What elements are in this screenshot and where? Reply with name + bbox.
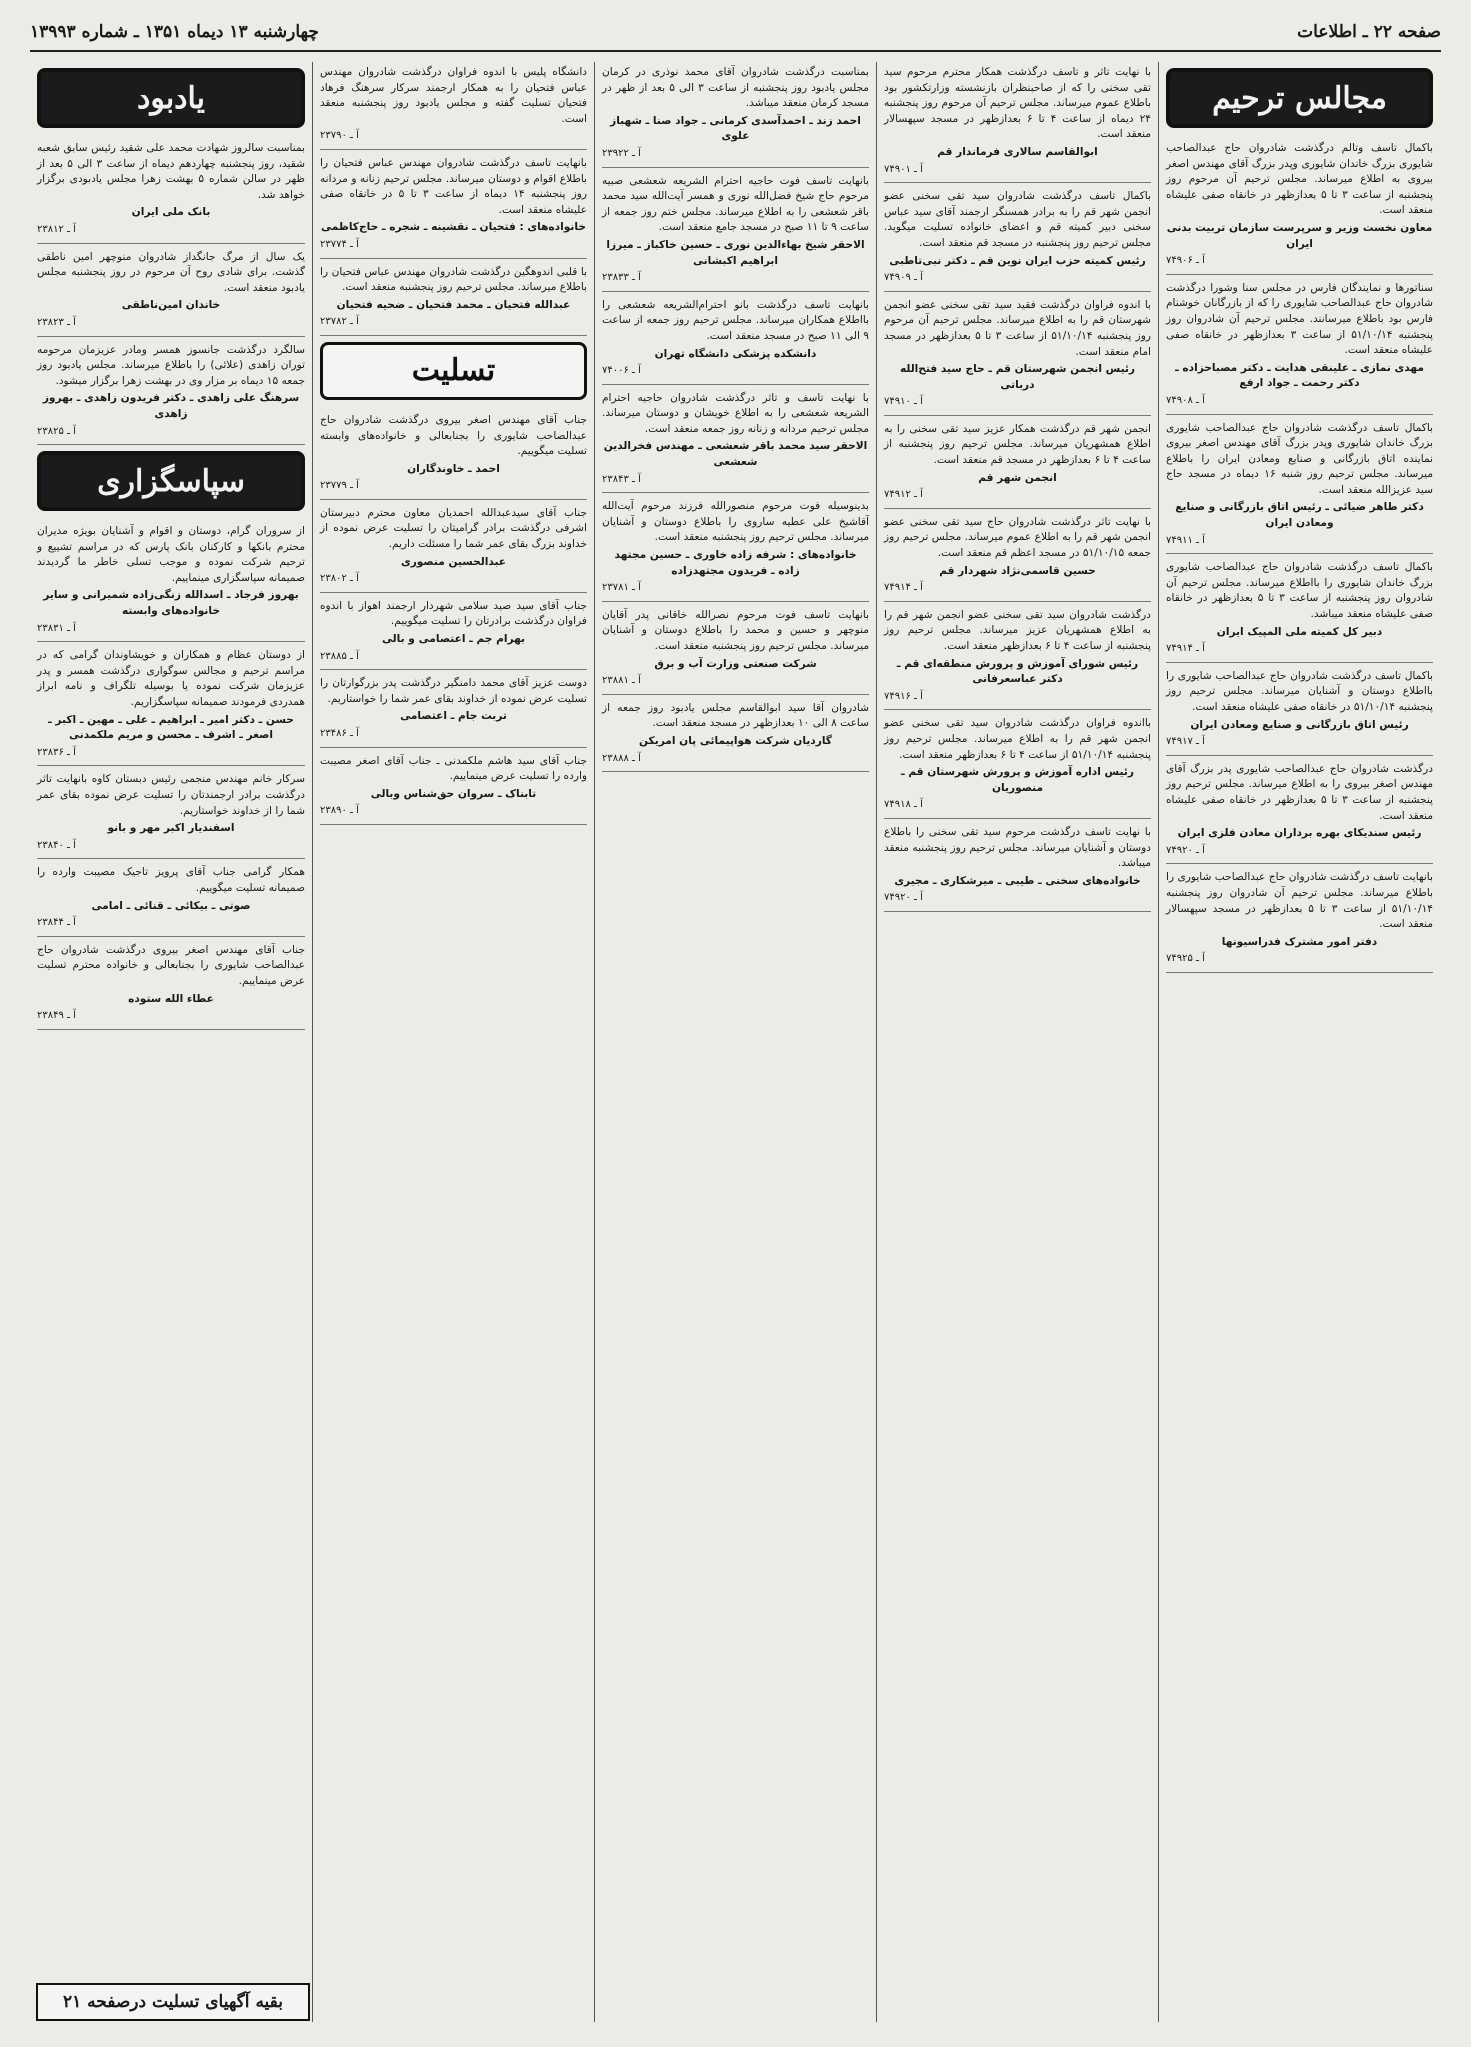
page-number-title: صفحه ۲۲ ـ اطلاعات — [1297, 22, 1441, 42]
notice-code: آ ـ ۲۳۸۱۲ — [37, 223, 76, 235]
notice-code: آ ـ ۲۳۸۳۶ — [37, 746, 76, 758]
masthead — [30, 14, 1441, 52]
notice-code: آ ـ ۲۳۸۲۳ — [37, 316, 76, 328]
notice-item — [602, 62, 869, 168]
notice-text: باکمال تاسف درگذشت شادروان حاج عبدالصاحب شایوری بزرگ خاندان شایوری وپدر بزرگ آقای مهندس اصغر بیروی نماینده اتاق بازرگانی و صنایع ومعادن ایران را باطلاع میرساند. مجلس ترحیم روز شنبه ۱۶ دیماه در مسجد حاج سید عزیزالله منعقد است. — [1166, 421, 1433, 496]
notice-item — [884, 822, 1151, 912]
notice-signature: حسین قاسمی‌نژاد شهردار قم — [939, 564, 1096, 577]
notice-signature: خانواده‌های : فتحیان ـ نقشینه ـ شجره ـ حاج‌کاظمی — [321, 221, 586, 234]
notice-item — [320, 262, 587, 336]
notice-code: آ ـ ۷۴۹۱۸ — [884, 799, 923, 811]
notice-item — [884, 62, 1151, 183]
notice-code: آ ـ ۷۴۰۰۶ — [602, 365, 641, 377]
notice-item — [37, 521, 305, 642]
notice-item — [602, 171, 869, 292]
notice-code: آ ـ ۲۳۴۸۶ — [320, 728, 359, 739]
notice-item — [37, 769, 305, 859]
notice-text: یک سال از مرگ جانگداز شادروان منوچهر امین ناطقی گذشت. برای شادی روح آن مرحوم در روز پنجشنبه مجلس یادبود منعقد است. — [37, 250, 305, 294]
notice-item — [1166, 867, 1433, 973]
notice-item — [602, 698, 869, 772]
notice-text: باکمال تاسف درگذشت شادروان حاج عبدالصاحب شایوری بزرگ خاندان شایوری را بااطلاع میرساند. مجلس ترحیم آن شادروان روز پنجشنبه از ساعت ۳ تا ۵ بعدازظهر در خانقاه صفی علیشاه منعقد میباشد. — [1166, 561, 1434, 621]
notice-text: از سروران گرام، دوستان و اقوام و آشنایان بویژه مدیران محترم بانکها و کارکنان بانک پارس که در مراسم تشییع و ترحیم شرکت نموده و موجب تسلی خاطر ما گردیدند صمیمانه سپاسگزاری مینماییم. — [37, 525, 305, 584]
notice-text: با قلبی اندوهگین درگذشت شادروان مهندس عباس فتحیان را باطلاع میرساند. مجلس ترحیم روز پنجشنبه منعقد است. — [320, 265, 587, 294]
notice-signature: مهدی نمازی ـ علینقی هدایت ـ دکتر مصباحزاده ـ دکتر رحمت ـ جواد ارفع — [1175, 361, 1424, 390]
notice-text: جناب آقای مهندس اصغر بیروی درگذشت شادروان حاج عبدالصاحب شایوری را بجنابعالی و خانواده محترم تسلیت عرض مینماییم. — [37, 943, 305, 987]
column-5 — [30, 62, 312, 2022]
notice-signature: رئیس انجمن شهرستان قم ـ حاج سید فتح‌الله درباتی — [899, 363, 1136, 391]
notice-code: آ ـ ۲۳۷۸۲ — [320, 316, 359, 328]
notice-item — [602, 295, 869, 385]
notice-signature: تربت جام ـ اعتصامی — [400, 710, 507, 723]
notice-text: باکمال تاسف درگذشت شادروان حاج عبدالصاحب شایوری را بااطلاع دوستان و آشنایان میرساند. مجلس ترحیم روز پنجشنبه ۵۱/۱۰/۱۴ در خانقاه صفی علیشاه منعقد است. — [1166, 669, 1433, 713]
notice-signature: احمد زند ـ احمدآسدی کرمانی ـ جواد صنا ـ شهباز علوی — [610, 114, 861, 143]
notice-code: آ ـ ۷۴۹۰۹ — [884, 272, 923, 284]
notice-signature: سرهنگ علی زاهدی ـ دکتر فریدون زاهدی ـ بهروز زاهدی — [42, 392, 300, 420]
notice-code: آ ـ ۲۳۷۹۰ — [320, 130, 359, 142]
notice-item — [320, 503, 587, 593]
notice-code: آ ـ ۷۴۹۲۵ — [1166, 953, 1205, 965]
notice-signature: حسن ـ دکتر امیر ـ ابراهیم ـ علی ـ مهین ـ اکبر ـ اصغر ـ اشرف ـ محسن و مریم ملکمدنی — [48, 713, 294, 742]
notice-signature: بهرام جم ـ اعتصامی و بالی — [381, 633, 526, 646]
notice-signature: دبیر کل کمیته ملی المپیک ایران — [1216, 625, 1383, 638]
notice-code: آ ـ ۲۳۸۴۰ — [37, 839, 76, 851]
notice-text: شادروان آقا سید ابوالقاسم مجلس یادبود روز جمعه از ساعت ۸ الی ۱۰ بعدازظهر در مسجد منعقد است. — [602, 701, 869, 730]
notice-code: آ ـ ۷۴۹۱۴ — [1166, 643, 1205, 655]
notice-code: آ ـ ۲۳۸۴۴ — [37, 917, 76, 929]
notice-code: آ ـ ۲۳۷۷۹ — [320, 480, 359, 492]
notice-item — [37, 138, 305, 244]
notice-code: آ ـ ۲۳۸۸۱ — [602, 675, 641, 687]
notice-item — [1166, 418, 1433, 555]
notice-signature: الاحقر شیخ بهاءالدین نوری ـ حسین خاکباز ـ میرزا ابراهیم اکبشانی — [606, 238, 865, 267]
notice-code: آ ـ ۷۴۹۲۰ — [1166, 844, 1205, 856]
notice-item — [37, 340, 305, 446]
tasliyat-banner: تسلیت — [320, 342, 587, 400]
notice-item — [37, 862, 305, 936]
notice-item — [320, 596, 587, 670]
majales-tarhim-banner: مجالس ترحیم — [1166, 68, 1433, 128]
notice-text: با نهایت تاسف و تاثر درگذشت شادروان حاجیه احترام الشریعه شعشعی را به اطلاع خویشان و دوستان میرساند. مجلس ترحیم مردانه و زنانه روز جمعه منعقد است. — [602, 391, 869, 435]
notice-list-top — [37, 138, 305, 445]
notice-item — [602, 605, 869, 695]
notice-text: درگذشت شادروان حاج عبدالصاحب شایوری پدر بزرگ آقای مهندس اصغر بیروی را به اطلاع میرساند. مجلس ترحیم روز پنجشنبه از ساعت ۳ تا ۵ بعدازظهر در خانقاه صفی علیشاه منعقد است. — [1166, 762, 1434, 822]
column-1 — [1158, 62, 1440, 2022]
notice-text: بانهایت تاسف درگذشت شادروان حاج عبدالصاحب شایوری را باطلاع میرساند. مجلس ترحیم آن شادروان روز پنجشنبه ۵۱/۱۰/۱۴ از ساعت ۳ تا ۵ بعدازظهر در مسجد سپهسالار منعقد است. — [1166, 871, 1433, 931]
notice-signature: دفتر امور مشترک فدراسیونها — [1221, 935, 1378, 948]
notice-item — [1166, 759, 1433, 865]
notice-item — [884, 713, 1151, 819]
notice-code: آ ـ ۲۳۸۴۹ — [37, 1010, 76, 1022]
notice-text: سرکار خانم مهندس منجمی رئیس دبستان کاوه بانهایت تاثر درگذشت برادر ارجمندتان را تسلیت عرض نموده بقای عمر شما را از خداوند خواستاریم. — [37, 773, 305, 817]
notice-text: جناب آقای مهندس اصغر بیروی درگذشت شادروان حاج عبدالصاحب شایوری را بجنابعالی و خانواده‌های وابسته تسلیت میگوییم. — [320, 413, 587, 458]
column-2 — [876, 62, 1158, 2022]
notice-text: سالگرد درگذشت جانسوز همسر ومادر عزیزمان مرحومه توران زاهدی (علائی) را باطلاع میرساند. مجلس یادبود روز جمعه ۱۵ دیماه بر مزار وی در بهشت زهرا برگزار میشود. — [37, 343, 305, 387]
notice-signature: رئیس کمیته حزب ایران نوین قم ـ دکتر نبی‌تاطبی — [889, 254, 1146, 267]
notice-signature: دکتر طاهر ضیائی ـ رئیس اتاق بازرگانی و صنایع ومعادن ایران — [1175, 501, 1424, 530]
notice-item — [320, 751, 587, 825]
notice-signature: تابناک ـ سروان حق‌شناس وبالی — [370, 787, 537, 800]
notice-signature: خانواده‌های : شرفه زاده خاوری ـ حسین مجتهد زاده ـ فریدون مجتهدزاده — [614, 549, 857, 577]
notice-item — [1166, 278, 1433, 415]
notice-signature: عبدالله فتحیان ـ محمد فتحیان ـ ضحیه فتحیان — [336, 298, 571, 311]
notice-text: با اندوه فراوان درگذشت فقید سید تقی سخنی عضو انجمن شهرستان قم را به اطلاع میرساند. مجلس ترحیم آن مرحوم روز پنجشنبه ۵۱/۱۰/۱۴ از ساعت ۳ تا ۵ بعدازظهر در مسجد امام منعقد است. — [884, 298, 1151, 358]
notice-text: جناب آقای سیدعبدالله احمدیان معاون محترم دبیرستان اشرفی درگذشت برادر گرامیتان را تسلیت عرض نموده از خداوند بزرگ بقای عمر شما را مسئلت داریم. — [320, 506, 587, 551]
notice-signature: رئیس اتاق بازرگانی و صنایع ومعادن ایران — [1190, 718, 1409, 731]
notice-code: آ ـ ۷۴۹۲۰ — [884, 892, 923, 904]
notice-item — [884, 186, 1151, 292]
newspaper-page — [30, 62, 1440, 2022]
notice-code: آ ـ ۲۳۸۲۵ — [37, 425, 76, 437]
notice-text: بمناسبت درگذشت شادروان آقای محمد نوذری در کرمان مجلس یادبود روز پنجشنبه از ساعت ۳ الی ۵ بعد از ظهر در مسجد کرمان منعقد میباشد. — [602, 66, 869, 110]
notice-text: بانهایت تاسف فوت حاجیه احترام الشریعه شعشعی صبیه مرحوم حاج شیخ فضل‌الله نوری و همسر آیت‌الله سید محمد باقر شعشعی را به اطلاع میرساند. مجلس ختم روز جمعه از ساعت ۹ تا ۱۱ صبح در مسجد جامع منعقد است. — [602, 174, 869, 234]
yadbud-banner: یادبود — [37, 68, 305, 128]
notice-item — [37, 247, 305, 337]
notice-item — [1166, 138, 1433, 275]
notice-item — [1166, 557, 1433, 663]
notice-signature: ابوالقاسم سالاری فرماندار قم — [937, 145, 1098, 158]
notice-text: با نهایت تاثر درگذشت شادروان حاج سید تقی سخنی عضو انجمن شهر قم را به اطلاع عموم میرساند. مجلس ترحیم روز جمعه ۵۱/۱۰/۱۵ در مسجد اعظم قم منعقد است. — [884, 515, 1151, 560]
notice-signature: معاون نخست وزیر و سرپرست سازمان تربیت بدنی ایران — [1166, 221, 1433, 250]
notice-text: باکمال تاسف درگذشت شادروان سید تقی سخنی عضو انجمن شهر قم را به برادر همسنگر ارجمند آقای سید عباس سخنی دبیر کمیته قم و اعضای خانواده تسلیت میگوید. مجلس ترحیم روز پنجشنبه در مسجد قم منعقد است. — [884, 190, 1151, 249]
notice-code: آ ـ ۲۳۷۸۱ — [602, 582, 641, 594]
notice-item — [37, 645, 305, 766]
column-4 — [312, 62, 594, 2022]
notice-text: درگذشت شادروان سید تقی سخنی عضو انجمن شهر قم را به اطلاع همشهریان عزیز میرساند. مجلس ترحیم روز پنجشنبه از ساعت ۴ تا ۶ بعدازظهر منعقد است. — [884, 608, 1151, 652]
notice-text: از دوستان عظام و همکاران و خویشاوندان گرامی که در مراسم ترحیم و مجالس سوگواری درگذشت همسر و پدر عزیزمان شرکت نموده یا بوسیله تلگراف و نامه ابراز همدردی فرمودند صمیمانه سپاسگزاریم. — [37, 649, 305, 709]
notice-item — [602, 388, 869, 494]
notice-code: آ ـ ۲۳۸۳۱ — [37, 622, 76, 634]
notice-text: همکار گرامی جناب آقای پرویز تاجیک مصیبت وارده را صمیمانه تسلیت میگوییم. — [37, 866, 305, 894]
notice-text: بااندوه فراوان درگذشت شادروان سید تقی سخنی عضو انجمن شهر قم را به اطلاع میرساند. مجلس ترحیم روز پنجشنبه ۵۱/۱۰/۱۴ از ساعت ۴ تا ۶ بعدازظهر منعقد است. — [884, 717, 1151, 761]
notice-code: آ ـ ۲۳۸۹۰ — [320, 805, 359, 817]
notice-code: آ ـ ۲۳۸۸۵ — [320, 650, 359, 662]
notice-text: سناتورها و نمایندگان فارس در مجلس سنا وشورا درگذشت شادروان حاج عبدالصاحب شایوری را که از بازرگانان خوشنام فارس بود باطلاع میرسانند. مجلس ترحیم آن شادروان روز پنجشنبه ۵۱/۱۰/۱۴ از ساعت ۳ بعدازظهر در خانقاه صفی علیشاه منعقد است. — [1166, 281, 1433, 357]
notice-item — [884, 605, 1151, 711]
notice-item — [320, 62, 587, 150]
notice-list — [884, 62, 1151, 912]
notice-list-bottom — [37, 521, 305, 1030]
notice-signature: الاحقر سید محمد باقر شعشعی ـ مهندس فخرالدین شعشعی — [603, 440, 868, 469]
notice-item — [1166, 666, 1433, 756]
notice-text: با نهایت تاثر و تاسف درگذشت همکار محترم مرحوم سید تقی سخنی را که از صاحبنظران بازنشسته وزارتکشور بود باطلاع عموم میرساند. مجلس ترحیم آن مرحوم روز پنجشنبه ۲۴ دیماه از ساعت ۴ تا ۶ بعدازظهر در مسجد سپهسالار منعقد است. — [884, 66, 1151, 141]
notice-signature: صوتی ـ بیکائی ـ قنائی ـ امامی — [91, 899, 251, 912]
notice-signature: انجمن شهر قم — [978, 471, 1057, 484]
notice-code: آ ـ ۲۳۸۴۳ — [602, 473, 641, 485]
notice-code: آ ـ ۲۳۸۳۳ — [602, 272, 641, 284]
notice-signature: بانک ملی ایران — [131, 206, 211, 219]
notice-signature: عبدالحسین منصوری — [400, 555, 507, 568]
notice-signature: شرکت صنعتی وزارت آب و برق — [654, 657, 817, 670]
notice-text: بانهایت تاسف درگذشت شادروان مهندس عباس فتحیان را باطلاع اقوام و دوستان میرساند. مجلس ترحیم زنانه و مردانه روز پنجشنبه ۱۴ دیماه از ساعت ۳ تا ۵ در خانقاه صفی علیشاه منعقد است. — [320, 156, 587, 216]
notice-item — [602, 496, 869, 602]
notice-list — [1166, 138, 1433, 973]
notice-code: آ ـ ۷۴۹۰۸ — [1166, 394, 1205, 406]
notice-code: آ ـ ۷۴۹۱۶ — [884, 690, 923, 702]
notice-item — [320, 153, 587, 259]
notice-code: آ ـ ۲۳۸۰۲ — [320, 573, 359, 585]
notice-code: آ ـ ۷۴۹۱۱ — [1166, 534, 1205, 546]
notice-code: آ ـ ۲۳۸۸۸ — [602, 752, 641, 764]
notice-item — [320, 410, 587, 500]
notice-signature: دانشکده پزشکی دانشگاه تهران — [654, 347, 817, 360]
notice-text: دانشگاه پلیس با اندوه فراوان درگذشت شادروان مهندس عباس فتحیان را به همکار ارجمند سرکار سرهنگ فرهاد فتحیان تسلیت گفته و مجلس یادبود روز پنجشنبه منعقد است. — [320, 66, 587, 125]
notice-code: آ ـ ۲۳۹۲۲ — [602, 147, 641, 159]
notice-text: بانهایت تاسف فوت مرحوم نصرالله خاقانی پدر آقایان منوچهر و حسین و محمد را باطلاع دوستان و آشنایان میرساند. مجلس ترحیم روز پنجشنبه منعقد است. — [602, 608, 869, 652]
notice-text: بانهایت تاسف درگذشت بانو احترام‌الشریعه شعشعی را بااطلاع همکاران میرساند. مجلس ترحیم روز جمعه از ساعت ۹ الی ۱۱ صبح در مسجد منعقد است. — [602, 298, 869, 342]
notice-code: آ ـ ۷۴۹۱۰ — [884, 396, 923, 408]
notice-signature: عطاء الله ستوده — [128, 992, 214, 1005]
notice-code: آ ـ ۷۴۹۱۷ — [1166, 736, 1205, 748]
notice-signature: خانواده‌های سخنی ـ طیبی ـ میرشکاری ـ مجیری — [894, 874, 1141, 887]
notice-text: دوست عزیز آقای محمد دامنگیر درگذشت پدر بزرگوارتان را تسلیت عرض نموده از خداوند بقای عمر شما را خواستاریم. — [320, 677, 587, 705]
notice-item — [884, 419, 1151, 509]
notice-signature: احمد ـ خاوندگاران — [407, 462, 500, 475]
notice-text: بمناسبت سالروز شهادت محمد علی شقید رئیس سابق شعبه شقید، روز پنجشنبه چهاردهم دیماه از ساعت ۳ الی ۵ بعد از ظهر در سالن شماره ۵ بهشت زهرا مجلس یادبودی برگزار خواهد شد. — [37, 142, 305, 201]
notice-text: بدینوسیله فوت مرحوم منصورالله فرزند مرحوم آیت‌الله آقاشیخ علی عطیه ساروی را باطلاع دوستان و آشنایان میرساند. مجلس ترحیم روز پنجشنبه منعقد است. — [602, 500, 869, 544]
notice-list-bottom — [320, 410, 587, 825]
notice-item — [884, 512, 1151, 602]
notice-text: باکمال تاسف وتالم درگذشت شادروان حاج عبدالصاحب شایوری بزرگ خاندان شایوری وپدر بزرگ آقای مهندس اصغر بیروی به اطلاع میرساند. مجلس ترحیم آن مرحوم روز پنجشنبه از ساعت ۳ تا ۵ بعدازظهر در خانقاه صفی علیشاه منعقد است. — [1166, 142, 1434, 217]
notice-code: آ ـ ۷۴۹۰۶ — [1166, 255, 1205, 267]
notice-text: جناب آقای سید صید سلامی شهردار ارجمند اهواز با اندوه فراوان درگذشت برادرتان را تسلیت میگوییم. — [320, 599, 587, 628]
notice-signature: خاندان امین‌ناطقی — [121, 299, 221, 312]
notice-text: انجمن شهر قم درگذشت همکار عزیز سید تقی سخنی را به اطلاع همشهریان میرساند. مجلس ترحیم روز پنجشنبه از ساعت ۴ تا ۶ بعدازظهر در مسجد قم منعقد است. — [884, 422, 1151, 467]
notice-code: آ ـ ۷۴۹۱۲ — [884, 489, 923, 501]
notice-item — [37, 940, 305, 1030]
notice-text: با نهایت تاسف درگذشت مرحوم سید تقی سخنی را باطلاع دوستان و آشنایان میرساند. مجلس ترحیم روز پنجشنبه منعقد میباشد. — [884, 825, 1151, 870]
notice-signature: رئیس اداره آموزش و پرورش شهرستان قم ـ منصوریان — [901, 766, 1134, 794]
notice-signature: گاردیان شرکت هواپیمائی پان امریکن — [639, 734, 832, 747]
notice-code: آ ـ ۷۴۹۰۱ — [884, 163, 923, 175]
notice-item — [884, 295, 1151, 416]
issue-date: چهارشنبه ۱۳ دیماه ۱۳۵۱ ـ شماره ۱۳۹۹۳ — [30, 22, 319, 42]
notice-list-top — [320, 62, 587, 336]
notice-signature: بهروز فرجاد ـ اسدالله زنگی‌زاده شمیرانی و سایر خانواده‌های وابسته — [43, 589, 299, 618]
column-3 — [594, 62, 876, 2022]
notice-list — [602, 62, 869, 772]
notice-code: آ ـ ۷۴۹۱۴ — [884, 582, 923, 594]
notice-signature: رئیس شورای آموزش و پرورش منطقه‌ای قم ـ دکتر عباسعرفانی — [896, 657, 1139, 686]
notice-text: جناب آقای سید هاشم ملکمدنی ـ جناب آقای اصغر مصیبت وارده را تسلیت عرض مینماییم. — [320, 754, 587, 783]
notice-item — [320, 673, 587, 747]
continued-notice: بقیه آگهیای تسلیت درصفحه ۲۱ — [36, 1983, 310, 2021]
notice-code: آ ـ ۲۳۷۷۴ — [320, 238, 359, 250]
notice-signature: رئیس سندیکای بهره برداران معادن فلزی ایران — [1177, 827, 1422, 840]
notice-signature: اسفندیار اکبر مهر و بانو — [107, 822, 235, 835]
sepasgozari-banner: سپاسگزاری — [37, 451, 305, 511]
